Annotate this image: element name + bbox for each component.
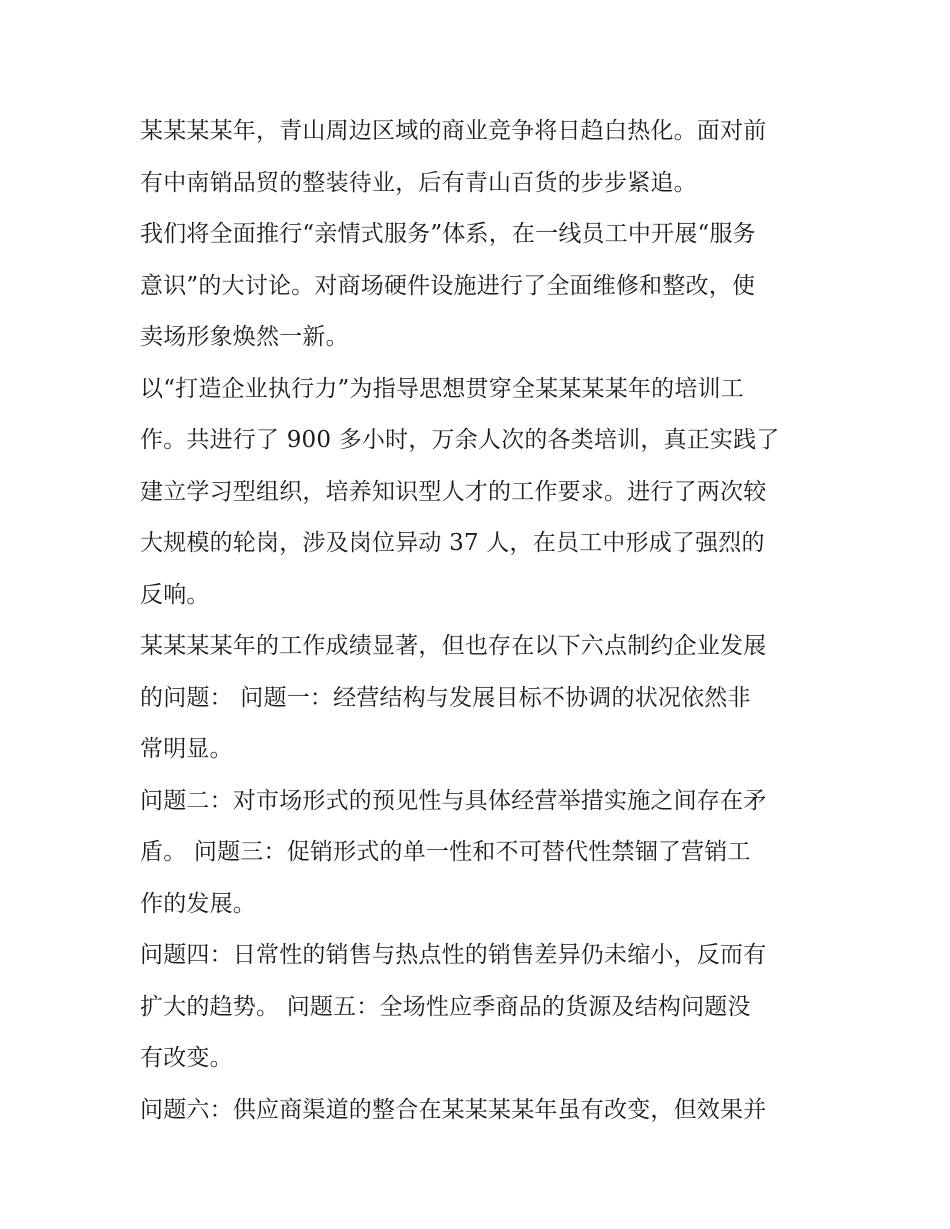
body-text (140, 106, 815, 1136)
text-line: 意识”的大讨论。对商场硬件设施进行了全面维修和整改，使 (140, 272, 756, 299)
text-line: 反响。 (140, 581, 210, 608)
text-line: 常明显。 (140, 736, 233, 762)
text-line: 有改变。 (140, 1045, 233, 1071)
text-line: 作。共进行了 900 多小时，万余人次的各类培训，真正实践了 (140, 427, 780, 453)
text-line: 作的发展。 (140, 890, 256, 917)
text-line: 扩大的趋势。 问题五：全场性应季商品的货源及结构问题没 (140, 993, 751, 1020)
text-line: 有中南销品贸的整装待业，后有青山百货的步步紧追。 (140, 169, 697, 196)
text-line: 大规模的轮岗，涉及岗位异动 37 人，在员工中形成了强烈的 (140, 530, 765, 556)
text-line: 问题四：日常性的销售与热点性的销售差异仍未缩小，反而有 (140, 942, 767, 968)
text-line: 卖场形象焕然一新。 (140, 324, 349, 350)
text-line: 我们将全面推行“亲情式服务”体系，在一线员工中开展“服务 (140, 221, 756, 247)
text-line: 某某某某年，青山周边区域的商业竞争将日趋白热化。面对前 (140, 118, 767, 144)
text-line: 的问题： 问题一：经营结构与发展目标不协调的状况依然非 (140, 684, 751, 711)
text-line: 盾。 问题三：促销形式的单一性和不可替代性禁锢了营销工 (140, 839, 751, 865)
text-line: 建立学习型组织，培养知识型人才的工作要求。进行了两次较 (140, 478, 767, 505)
text-line: 问题二：对市场形式的预见性与具体经营举措实施之间存在矛 (140, 787, 767, 814)
text-line: 某某某某年的工作成绩显著，但也存在以下六点制约企业发展 (140, 633, 767, 659)
text-line: 以“打造企业执行力”为指导思想贯穿全某某某某年的培训工 (140, 375, 744, 402)
text-line: 问题六：供应商渠道的整合在某某某某年虽有改变，但效果并 (140, 1096, 767, 1123)
